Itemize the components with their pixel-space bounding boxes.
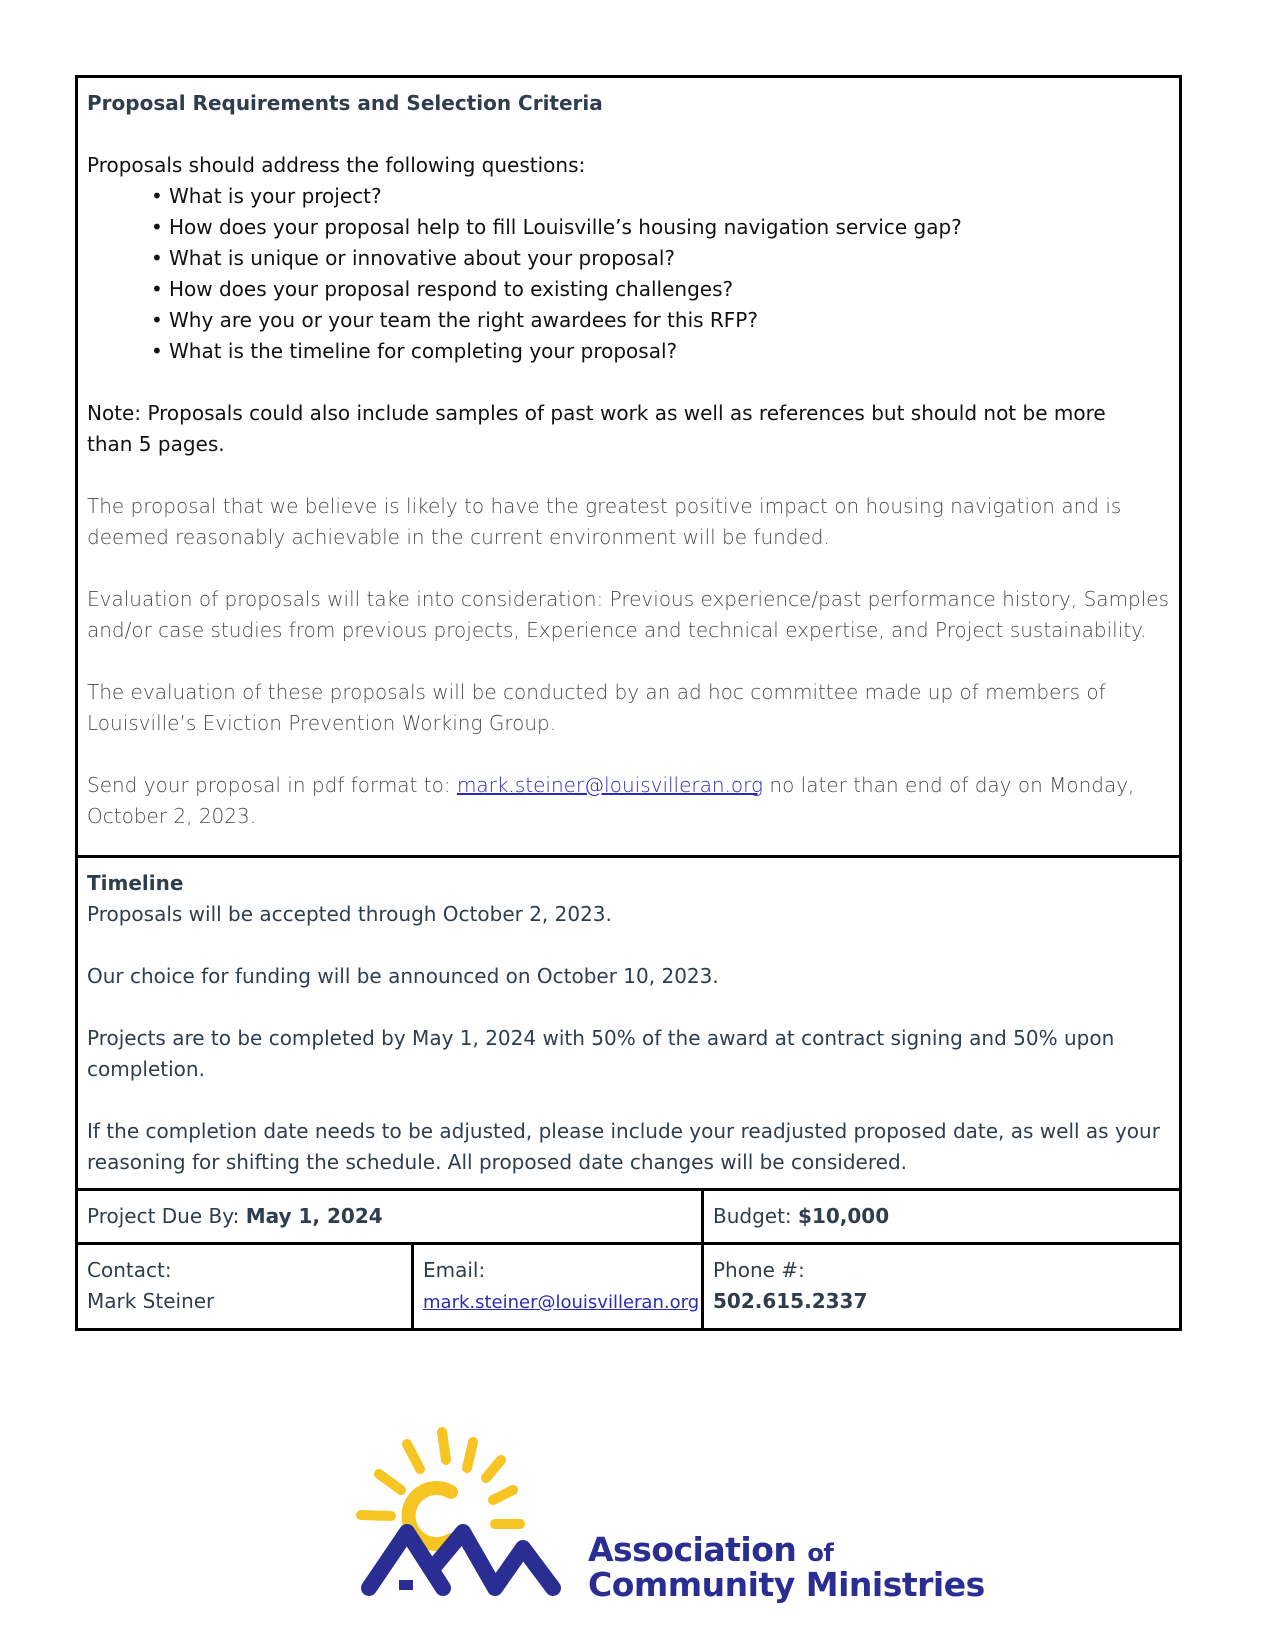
list-item: • Why are you or your team the right awardees for this RFP? [151,308,758,332]
budget-label: Budget: [713,1204,799,1228]
due-date-cell [77,1190,703,1244]
rfp-table [75,75,1182,1331]
email-cell [413,1244,703,1330]
committee-paragraph: The evaluation of these proposals will be conducted by an ad hoc committee made up of members of Louisville’s Eviction Prevention Working Group. [87,680,1106,735]
impact-paragraph: The proposal that we believe is likely to have the greatest positive impact on housing navigation and is deemed reasonably achievable in the current environment will be funded. [87,494,1122,549]
timeline-accepted: Proposals will be accepted through October 2, 2023. [87,902,612,926]
list-item: • How does your proposal respond to existing challenges? [151,277,734,301]
timeline-section [77,857,1181,1190]
sun-mountain-icon [355,1420,585,1600]
questions-list [87,181,1170,367]
requirements-intro: Proposals should address the following questions: [87,153,586,177]
requirements-heading: Proposal Requirements and Selection Criteria [87,91,603,115]
requirements-section [77,77,1181,857]
due-label: Project Due By: [87,1204,246,1228]
document-page [75,75,1179,1331]
list-item: • How does your proposal help to fill Louisville’s housing navigation service gap? [151,215,962,239]
budget-value: $10,000 [798,1204,890,1228]
list-item: • What is the timeline for completing your proposal? [151,339,678,363]
due-value: May 1, 2024 [245,1204,383,1228]
evaluation-paragraph: Evaluation of proposals will take into consideration: Previous experience/past performance history, Samples and/or case studies from previous projects, Experience and technical expertise, and Project sustainability. [87,587,1170,642]
timeline-announced: Our choice for funding will be announced on October 10, 2023. [87,964,719,988]
send-paragraph: Send your proposal in pdf format to: mark.steiner@louisvilleran.org no later than end of day on Monday, October 2, 2023. [87,773,1135,828]
contact-email-link[interactable]: mark.steiner@louisvilleran.org [423,1292,700,1313]
list-item: • What is your project? [151,184,382,208]
logo-text-line2: Community Ministries [588,1565,985,1604]
contact-label: Contact: [87,1258,172,1282]
contact-cell [77,1244,413,1330]
note-paragraph: Note: Proposals could also include samples of past work as well as references but should not be more than 5 pages. [87,401,1106,456]
email-label: Email: [423,1258,486,1282]
timeline-completed: Projects are to be completed by May 1, 2024 with 50% of the award at contract signing and 50% upon completion. [87,1026,1115,1081]
contact-value: Mark Steiner [87,1289,215,1313]
acm-logo [355,1420,985,1604]
logo-text-line1: Association of [588,1530,834,1569]
send-email-link[interactable]: mark.steiner@louisvilleran.org [456,773,764,797]
phone-cell [703,1244,1181,1330]
timeline-heading: Timeline [87,871,184,895]
timeline-adjusted: If the completion date needs to be adjusted, please include your readjusted proposed date, as well as your reasoning for shifting the schedule. All proposed date changes will be considered. [87,1119,1160,1174]
list-item: • What is unique or innovative about your proposal? [151,246,676,270]
budget-cell [703,1190,1181,1244]
phone-value: 502.615.2337 [713,1289,868,1313]
phone-label: Phone #: [713,1258,805,1282]
